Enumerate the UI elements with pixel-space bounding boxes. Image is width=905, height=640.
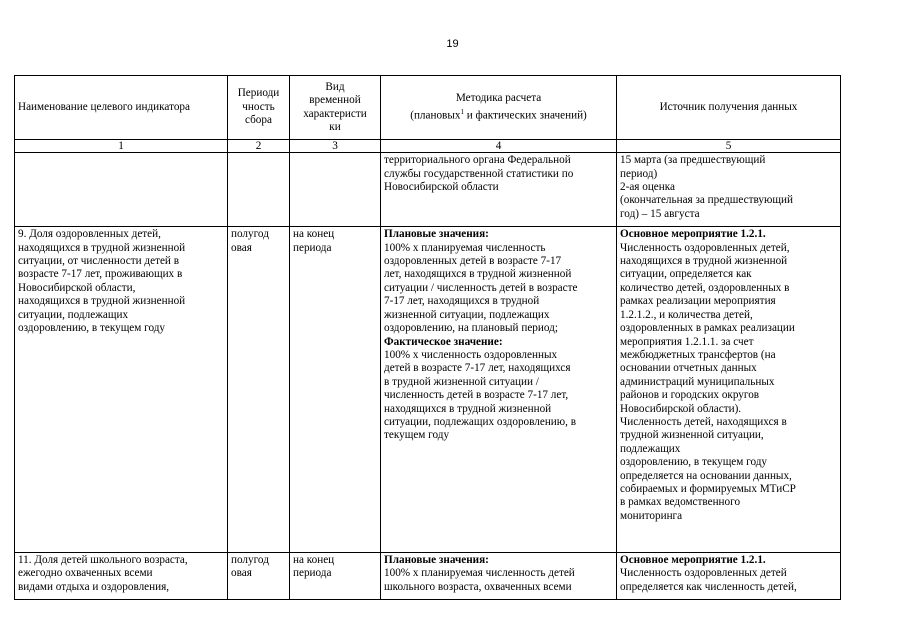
text-line: находящихся в трудной жизненной: [620, 255, 788, 268]
text-line: службы государственной статистики по: [384, 167, 574, 180]
plan-values-title: Плановые значения:: [384, 553, 489, 566]
table-row-continuation: [15, 153, 841, 227]
text-line: оздоровлению, на плановый период;: [384, 322, 558, 335]
text-line: рамках реализации мероприятия: [620, 295, 776, 308]
text-line: лет, находящихся в трудной жизненной: [384, 268, 572, 281]
text-line: находящихся в трудной жизненной: [18, 295, 186, 308]
text-line: Численность оздоровленных детей,: [620, 241, 790, 254]
text-line: видами отдыха и оздоровления,: [18, 580, 170, 593]
text-line: Новосибирской области,: [18, 281, 136, 294]
main-activity-title: Основное мероприятие 1.2.1.: [620, 553, 766, 566]
text-line: в трудной жизненной ситуации /: [384, 375, 539, 388]
text-line: определяется на основании данных,: [620, 469, 792, 482]
text-line: 11. Доля детей школьного возраста,: [18, 553, 188, 566]
header-text-line: Вид: [325, 80, 345, 93]
header-text-line: характеристи: [303, 107, 367, 120]
column-number: 4: [381, 140, 617, 153]
header-method: [381, 76, 617, 140]
cell-periodicity: [228, 552, 290, 599]
text-line: (окончательная за предшествующий: [620, 194, 793, 207]
table-row-indicator-11: [15, 552, 841, 599]
cell-method: [381, 227, 617, 553]
cell-empty: [290, 153, 381, 227]
text-line: 15 марта (за предшествующий: [620, 154, 766, 167]
header-text-part: и фактических значений): [463, 109, 587, 122]
header-text-line: сбора: [245, 114, 272, 127]
footnote-marker: 1: [460, 107, 464, 116]
main-activity-title: Основное мероприятие 1.2.1.: [620, 228, 766, 241]
text-line: 100% x планируемая численность детей: [384, 567, 575, 580]
text-line: находящихся в трудной жизненной: [384, 402, 552, 415]
cell-time-type: [290, 227, 381, 553]
text-line: овая: [231, 241, 252, 254]
text-line: ситуации, определяется как: [620, 268, 752, 281]
text-line: 9. Доля оздоровленных детей,: [18, 228, 161, 241]
text-line: оздоровленных детей в возрасте 7-17: [384, 255, 562, 268]
text-line: оздоровлению, в текущем году: [620, 456, 768, 469]
text-line: 1.2.1.2., и количества детей,: [620, 308, 753, 321]
column-number: 2: [228, 140, 290, 153]
header-indicator-name: Наименование целевого индикатора: [15, 76, 228, 140]
text-line: 100% x планируемая численность: [384, 241, 546, 254]
page-number: 19: [446, 38, 459, 50]
text-line: детей в возрасте 7-17 лет, находящихся: [384, 362, 571, 375]
header-source: Источник получения данных: [617, 76, 841, 140]
cell-method: [381, 153, 617, 227]
text-line: жизненной ситуации, подлежащих: [384, 308, 550, 321]
table-row-indicator-9: [15, 227, 841, 553]
column-number: 3: [290, 140, 381, 153]
text-line: межбюджетных трансфертов (на: [620, 348, 776, 361]
text-line: районов и городских округов: [620, 389, 760, 402]
text-line: Численность оздоровленных детей: [620, 567, 787, 580]
text-line: находящихся в трудной жизненной: [18, 241, 186, 254]
text-line: 100% x численность оздоровленных: [384, 348, 558, 361]
text-line: оздоровлению, в текущем году: [18, 322, 166, 335]
header-text-line: чность: [242, 100, 275, 113]
table-header-row: [15, 76, 841, 140]
text-line: на конец: [293, 553, 335, 566]
header-text-part: (плановых: [410, 109, 461, 122]
text-line: школьного возраста, охваченных всеми: [384, 580, 572, 593]
text-line: Новосибирской области).: [620, 402, 742, 415]
text-line: ситуации / численность детей в возрасте: [384, 281, 578, 294]
text-line: полугод: [231, 228, 269, 241]
text-line: собираемых и формируемых МТиСР: [620, 482, 796, 495]
text-line: 7-17 лет, находящихся в трудной: [384, 295, 540, 308]
header-time-type: [290, 76, 381, 140]
text-line: трудной жизненной ситуации,: [620, 429, 764, 442]
text-line: территориального органа Федеральной: [384, 154, 571, 167]
text-line: ситуации, подлежащих оздоровлению, в: [384, 415, 577, 428]
text-line: в рамках ведомственного: [620, 496, 741, 509]
cell-method: [381, 552, 617, 599]
text-line: ежегодно охваченных всеми: [18, 567, 153, 580]
header-text-line: [384, 106, 613, 123]
cell-time-type: [290, 552, 381, 599]
header-text-line: временной: [309, 94, 361, 107]
text-line: мониторинга: [620, 509, 683, 522]
text-line: оздоровленных в рамках реализации: [620, 322, 795, 335]
text-line: на конец: [293, 228, 335, 241]
text-line: овая: [231, 567, 252, 580]
text-line: ситуации, от численности детей в: [18, 255, 179, 268]
header-text-line: Методика расчета: [455, 92, 542, 105]
text-line: Численность детей, находящихся в: [620, 415, 787, 428]
text-line: год) – 15 августа: [620, 207, 700, 220]
cell-indicator-name: [15, 552, 228, 599]
header-periodicity: [228, 76, 290, 140]
plan-values-title: Плановые значения:: [384, 228, 489, 241]
text-line: подлежащих: [620, 442, 681, 455]
cell-source: [617, 227, 841, 553]
text-line: численность детей в возрасте 7-17 лет,: [384, 389, 569, 402]
cell-source: [617, 153, 841, 227]
cell-periodicity: [228, 227, 290, 553]
text-line: периода: [293, 241, 332, 254]
column-number: 5: [617, 140, 841, 153]
text-line: количество детей, оздоровленных в: [620, 281, 790, 294]
cell-empty: [15, 153, 228, 227]
column-number: 1: [15, 140, 228, 153]
fact-value-title: Фактическое значение:: [384, 335, 503, 348]
column-number-row: [15, 140, 841, 153]
cell-source: [617, 552, 841, 599]
text-line: возрасте 7-17 лет, проживающих в: [18, 268, 183, 281]
text-line: ситуации, подлежащих: [18, 308, 129, 321]
text-line: периода: [293, 567, 332, 580]
text-line: период): [620, 167, 658, 180]
header-text-line: Периоди: [237, 87, 280, 100]
text-line: администраций муниципальных: [620, 375, 775, 388]
text-line: основании отчетных данных: [620, 362, 757, 375]
cell-empty: [228, 153, 290, 227]
indicator-table: [14, 75, 841, 600]
text-line: мероприятия 1.2.1.1. за счет: [620, 335, 754, 348]
header-text-line: ки: [329, 120, 341, 133]
cell-indicator-name: [15, 227, 228, 553]
text-line: Новосибирской области: [384, 180, 499, 193]
text-line: текущем году: [384, 429, 450, 442]
text-line: полугод: [231, 553, 269, 566]
text-line: определяется как численность детей,: [620, 580, 797, 593]
text-line: 2-ая оценка: [620, 180, 675, 193]
